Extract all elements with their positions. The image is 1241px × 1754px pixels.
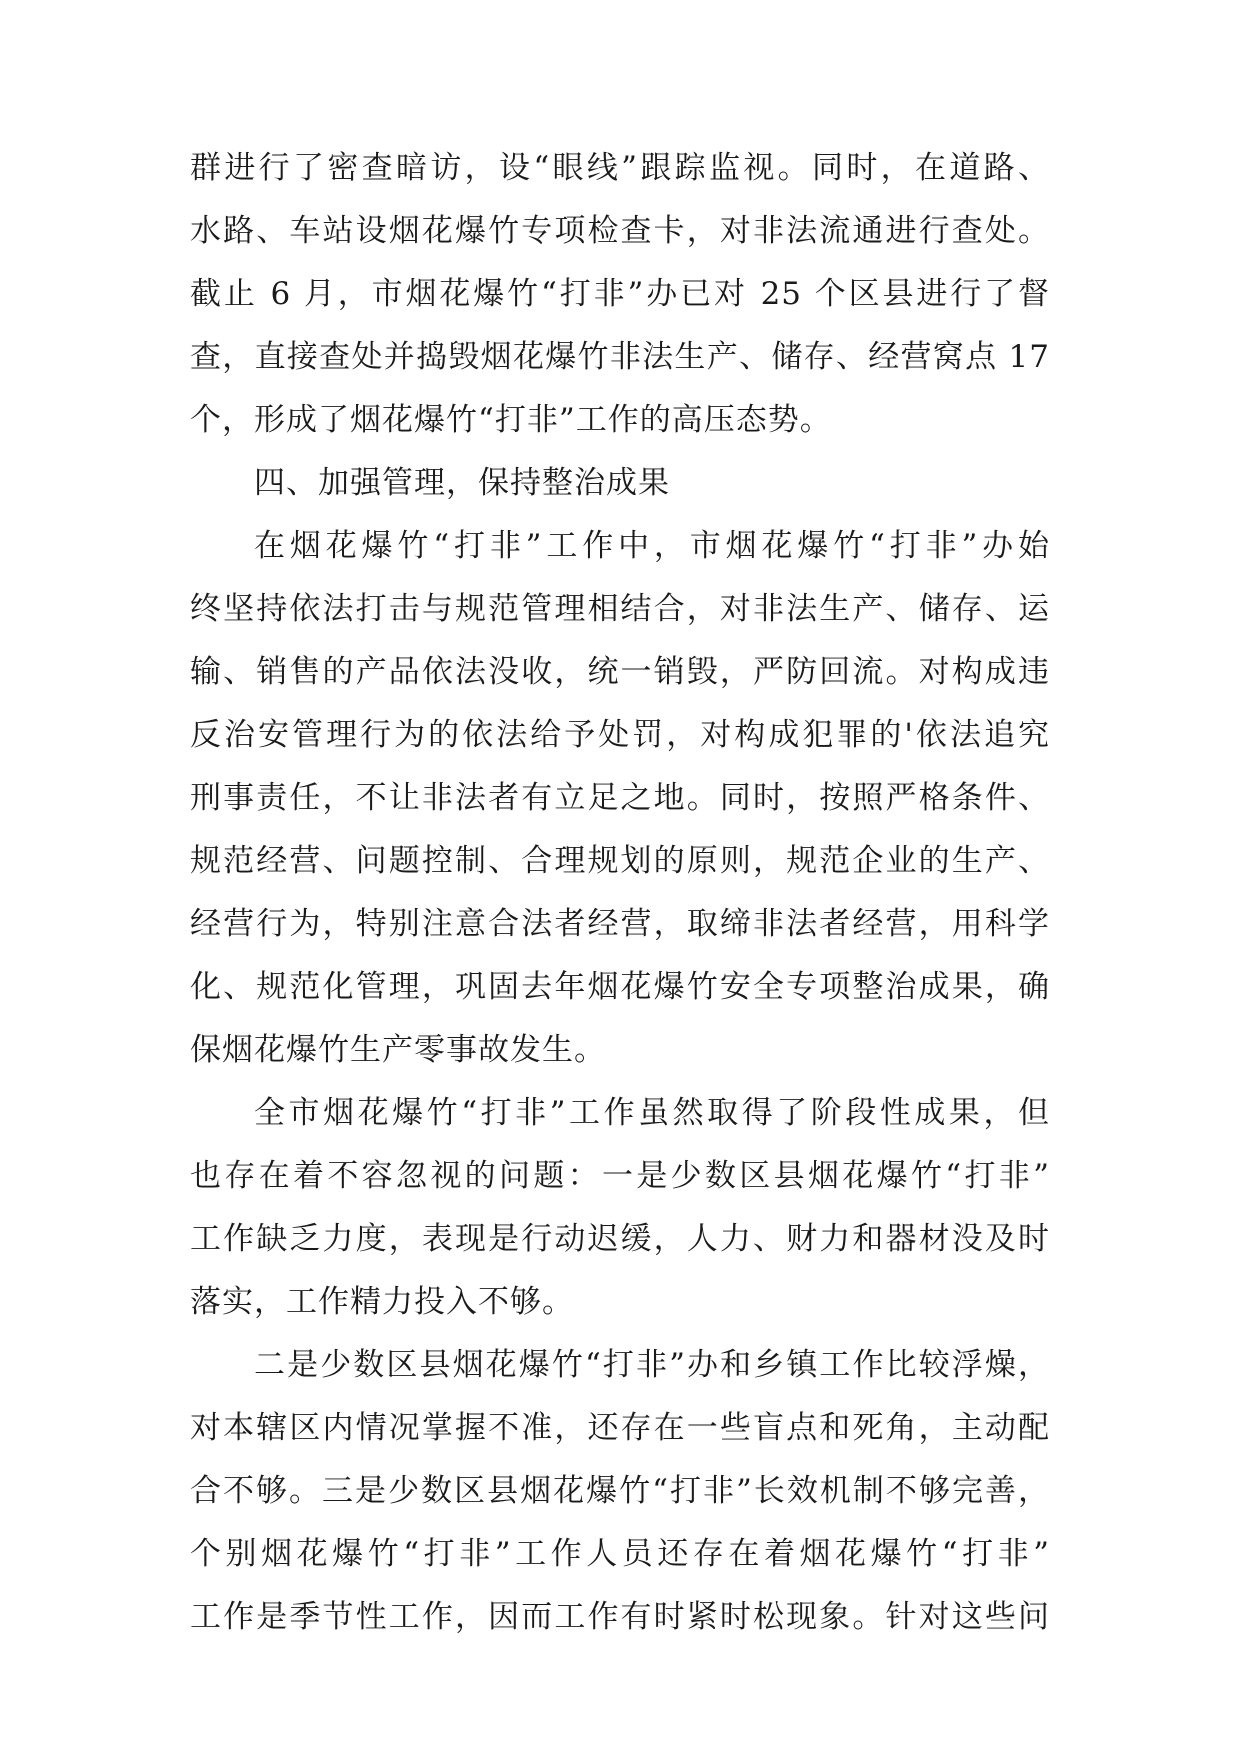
text-line: 反治安管理行为的依法给予处罚，对构成犯罪的'依法追究	[190, 717, 1050, 753]
text-line: 二是少数区县烟花爆竹“打非”办和乡镇工作比较浮燥，	[254, 1347, 1050, 1383]
text-line: 经营行为，特别注意合法者经营，取缔非法者经营，用科学	[190, 906, 1050, 942]
text-line: 工作是季节性工作，因而工作有时紧时松现象。针对这些问	[190, 1599, 1050, 1635]
text-line: 个，形成了烟花爆竹“打非”工作的高压态势。	[190, 402, 832, 438]
text-line: 对本辖区内情况掌握不准，还存在一些盲点和死角，主动配	[190, 1410, 1050, 1446]
section-heading: 四、加强管理，保持整治成果	[254, 465, 670, 501]
text-line: 保烟花爆竹生产零事故发生。	[190, 1032, 606, 1068]
text-line: 终坚持依法打击与规范管理相结合，对非法生产、储存、运	[190, 591, 1050, 627]
text-line: 刑事责任，不让非法者有立足之地。同时，按照严格条件、	[190, 780, 1050, 816]
text-line: 化、规范化管理，巩固去年烟花爆竹安全专项整治成果，确	[190, 969, 1050, 1005]
text-line: 在烟花爆竹“打非”工作中，市烟花爆竹“打非”办始	[254, 528, 1050, 564]
text-line: 输、销售的产品依法没收，统一销毁，严防回流。对构成违	[190, 654, 1050, 690]
text-line: 落实，工作精力投入不够。	[190, 1284, 574, 1320]
text-line: 全市烟花爆竹“打非”工作虽然取得了阶段性成果，但	[254, 1095, 1050, 1131]
text-line: 规范经营、问题控制、合理规划的原则，规范企业的生产、	[190, 843, 1050, 879]
text-line: 工作缺乏力度，表现是行动迟缓，人力、财力和器材没及时	[190, 1221, 1050, 1257]
text-line: 个别烟花爆竹“打非”工作人员还存在着烟花爆竹“打非”	[190, 1536, 1050, 1572]
text-line: 水路、车站设烟花爆竹专项检查卡，对非法流通进行查处。	[190, 213, 1050, 249]
text-line: 截止 6 月，市烟花爆竹“打非”办已对 25 个区县进行了督	[190, 276, 1050, 312]
text-line: 查，直接查处并捣毁烟花爆竹非法生产、储存、经营窝点 17	[190, 339, 1050, 375]
text-line: 也存在着不容忽视的问题：一是少数区县烟花爆竹“打非”	[190, 1158, 1050, 1194]
text-line: 群进行了密查暗访，设“眼线”跟踪监视。同时，在道路、	[190, 150, 1050, 186]
text-line: 合不够。三是少数区县烟花爆竹“打非”长效机制不够完善，	[190, 1473, 1050, 1509]
